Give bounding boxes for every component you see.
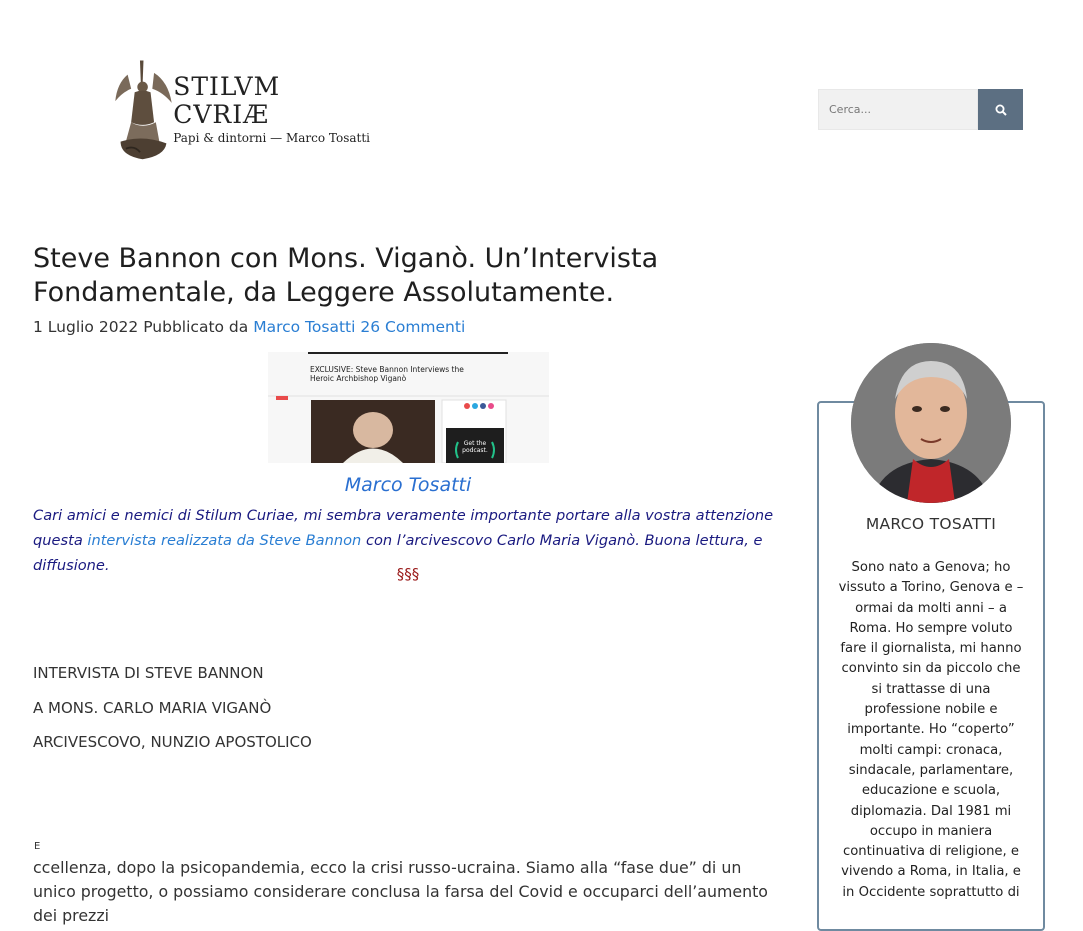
author-avatar bbox=[851, 343, 1011, 503]
interview-line-1: INTERVISTA DI STEVE BANNON bbox=[33, 664, 264, 682]
intro-text-1: Cari amici e nemici di Stilum Curiae, mi sembra veramente importante portare alla vostra attenzione questa bbox=[33, 507, 774, 549]
hero-podcast-text bbox=[460, 440, 490, 454]
drop-cap: E bbox=[34, 841, 41, 852]
interview-line-2: A MONS. CARLO MARIA VIGANÒ bbox=[33, 698, 272, 717]
article-date: 1 Luglio 2022 bbox=[33, 318, 139, 336]
search-input[interactable] bbox=[818, 89, 978, 130]
article-title: Steve Bannon con Mons. Viganò. Un’Intervista Fondamentale, da Leggere Assolutamente. bbox=[33, 243, 659, 308]
search-form bbox=[818, 89, 1023, 130]
published-by-label: Pubblicato da bbox=[143, 318, 249, 336]
article-hero-image[interactable] bbox=[268, 352, 549, 463]
author-bio: Sono nato a Genova; ho vissuto a Torino, Genova e – ormai da molti anni – a Roma. Ho sempre voluto fare il giornalista, mi hanno convinto sin da piccolo che si trattasse di una professione nobile e importante. Ho “coperto” molti campi: cronaca, sindacale, parlamentare, educazione e scuola, diplomazia. Dal 1981 mi occupo in maniera continuativa di religione, e vivendo a Roma, in Italia, e in Occidente soprattutto di bbox=[838, 560, 1024, 900]
hero-podcast-line2: podcast. bbox=[462, 447, 488, 454]
interview-link[interactable]: intervista realizzata da Steve Bannon bbox=[87, 532, 362, 549]
article-meta bbox=[33, 318, 465, 336]
hero-headline: EXCLUSIVE: Steve Bannon Interviews the Heroic Archbishop Viganò bbox=[310, 365, 464, 383]
hero-podcast-line1: Get the bbox=[463, 440, 487, 447]
interview-line-3: ARCIVESCOVO, NUNZIO APOSTOLICO bbox=[33, 733, 312, 751]
intro-text-2: con l’arcivescovo Carlo Maria Viganò. Buona lettura, e diffusione. bbox=[33, 532, 763, 574]
logo-subtitle: Papi & dintorni — Marco Tosatti bbox=[173, 131, 370, 145]
section-separator: §§§ bbox=[396, 565, 420, 583]
interview-heading bbox=[33, 664, 312, 768]
search-icon bbox=[995, 104, 1007, 116]
author-name: MARCO TOSATTI bbox=[865, 515, 997, 533]
site-logo[interactable] bbox=[110, 48, 370, 170]
article-body-paragraph: ccellenza, dopo la psicopandemia, ecco la crisi russo-ucraina. Siamo alla “fase due” di un unico progetto, o possiamo considerare conclusa la farsa del Covid e occuparci dell’aumento dei prezzi bbox=[33, 858, 768, 925]
comments-link[interactable]: 26 Commenti bbox=[360, 318, 466, 336]
article-byline: Marco Tosatti bbox=[344, 474, 472, 496]
archangel-statue-logo-image bbox=[110, 50, 175, 168]
logo-title: STILVM CVRIÆ bbox=[173, 72, 281, 129]
search-button[interactable] bbox=[978, 89, 1023, 130]
author-portrait-image bbox=[851, 343, 1011, 503]
author-link[interactable]: Marco Tosatti bbox=[253, 318, 356, 336]
